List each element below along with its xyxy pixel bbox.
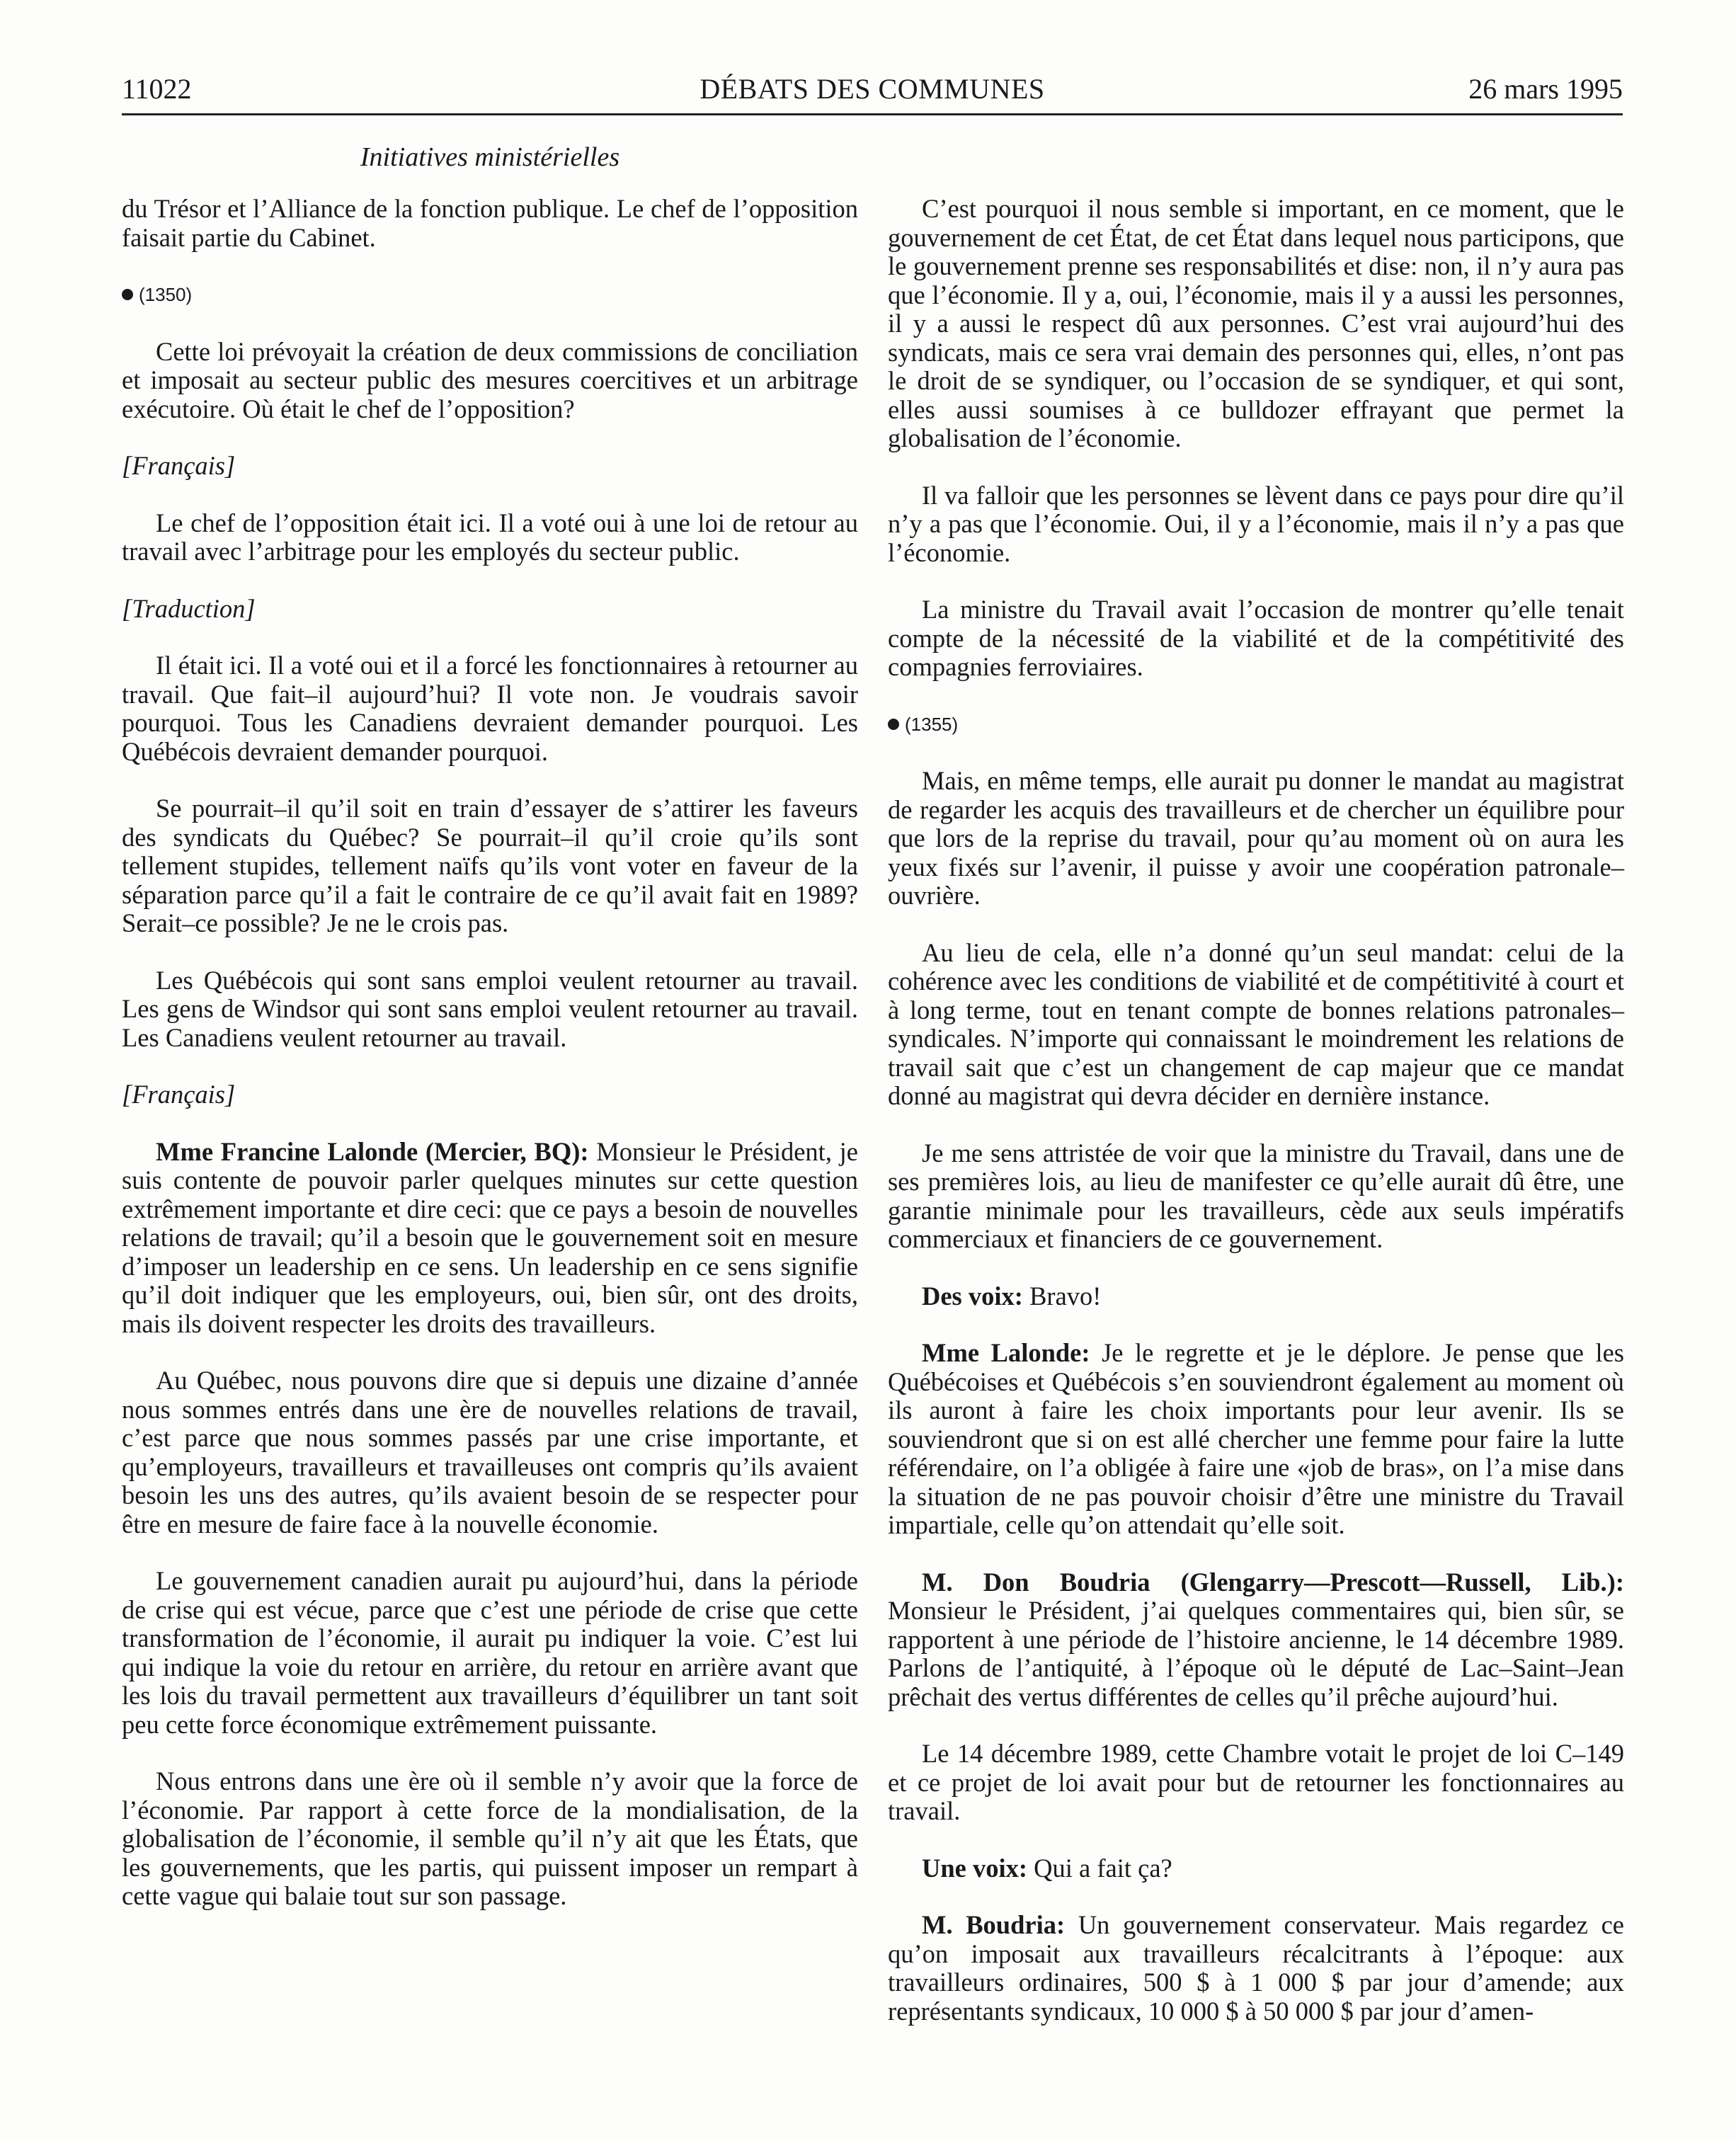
speaker-name: M. Boudria:	[922, 1910, 1066, 1939]
paragraph: Cette loi prévoyait la création de deux commissions de conciliation et imposait au secteur public des mesures coercitives et un arbitrage exécutoire. Où était le chef de l’opposition?	[122, 336, 858, 423]
speaker-name: M. Don Boudria (Glengarry—Prescott—Russell, Lib.):	[922, 1567, 1624, 1597]
language-marker: [Français]	[122, 1080, 236, 1109]
speaker-name: Mme Lalonde:	[922, 1338, 1090, 1367]
speaker-name: Mme Francine Lalonde (Mercier, BQ):	[156, 1136, 589, 1166]
speaker-name: Des voix:	[922, 1281, 1023, 1311]
timestamp-marker	[122, 280, 858, 309]
section-label: Initiatives ministérielles	[360, 142, 620, 172]
speech-text: Qui a fait ça?	[1034, 1853, 1172, 1883]
language-marker: [Français]	[122, 451, 236, 480]
paragraph: Je me sens attristée de voir que la ministre du Travail, dans une de ses premières lois, au lieu de manifester ce qu’elle aurait dû être, une garantie minimale pour les travailleurs, cède aux seuls impératifs commerciaux et financiers de ce gouvernement.	[888, 1138, 1624, 1253]
bullet-icon	[888, 719, 899, 730]
speech-paragraph	[888, 1339, 1624, 1540]
speech-paragraph	[122, 1138, 858, 1339]
publication-title: DÉBATS DES COMMUNES	[699, 73, 1045, 105]
paragraph: La ministre du Travail avait l’occasion de montrer qu’elle tenait compte de la nécessité de la viabilité et de la compétitivité des compagnies ferroviaires.	[888, 595, 1624, 681]
speech-paragraph	[888, 1282, 1624, 1311]
left-column	[122, 195, 858, 1939]
paragraph: Le 14 décembre 1989, cette Chambre votait le projet de loi C–149 et ce projet de loi avait pour but de retourner les fonctionnaires au travail.	[888, 1739, 1624, 1825]
paragraph: Mais, en même temps, elle aurait pu donner le mandat au magistrat de regarder les acquis des travailleurs et de chercher un équilibre pour que lors de la reprise du travail, pour qu’au moment où on aura les yeux fixés sur l’avenir, il puisse y avoir une coopération patronale–ouvrière.	[888, 766, 1624, 910]
timestamp: (1355)	[905, 713, 959, 735]
paragraph: du Trésor et l’Alliance de la fonction publique. Le chef de l’opposition faisait partie du Cabinet.	[122, 194, 858, 252]
page-header	[122, 64, 1623, 115]
paragraph: Se pourrait–il qu’il soit en train d’essayer de s’attirer les faveurs des syndicats du Québec? Se pourrait–il qu’il croie qu’ils sont tellement stupides, tellement naïfs qu’ils vont voter en faveur de la séparation parce qu’il a fait le contraire de ce qu’il avait fait en 1989? Serait–ce possible? Je ne le crois pas.	[122, 794, 858, 937]
speech-paragraph	[888, 1854, 1624, 1883]
timestamp-marker	[888, 710, 1624, 739]
speech-text: Je le regrette et je le déplore. Je pense que les Québécoises et Québécois s’en souviendront également au moment où ils auront à faire les choix importants pour leur avenir. Ils se souviendront que si on est allé chercher une femme pour faire la lutte référendaire, on l’a obligée à faire une «job de bras», on l’a mise dans la situation de ne pas pouvoir choisir d’être une ministre du Travail impartiale, celle qu’on attendait qu’elle soit.	[888, 1338, 1625, 1539]
paragraph: Il va falloir que les personnes se lèvent dans ce pays pour dire qu’il n’y a pas que l’économie. Oui, il y a l’économie, mais il n’y a pas que l’économie.	[888, 480, 1624, 567]
paragraph: Nous entrons dans une ère où il semble n’y avoir que la force de l’économie. Par rapport à cette force de la mondialisation, de la globalisation de l’économie, il semble qu’il n’y ait que les États, que les gouvernements, que les partis, qui puissent imposer un rempart à cette vague qui balaie tout sur son passage.	[122, 1766, 858, 1910]
speech-text: Monsieur le Président, j’ai quelques commentaires qui, bien sûr, se rapportent à une période de l’histoire ancienne, le 14 décembre 1989. Parlons de l’antiquité, à l’époque où le député de Lac–Saint–Jean prêchait des vertus différentes de celles qu’il prêche aujourd’hui.	[888, 1596, 1624, 1711]
paragraph: Le gouvernement canadien aurait pu aujourd’hui, dans la période de crise qui est vécue, parce que c’est une période de crise que cette transformation de l’économie, il aurait pu indiquer la voie. C’est lui qui indique la voie du retour en arrière, du retour en arrière avant que les lois du travail permettent aux travailleurs d’équilibrer un tant soit peu cette force économique extrêmement puissante.	[122, 1566, 858, 1739]
publication-date: 26 mars 1995	[1468, 73, 1623, 105]
page-number: 11022	[122, 73, 192, 105]
language-marker: [Traduction]	[122, 593, 256, 623]
paragraph: Il était ici. Il a voté oui et il a forcé les fonctionnaires à retourner au travail. Que fait–il aujourd’hui? Il vote non. Je voudrais savoir pourquoi. Tous les Canadiens devraient demander pourquoi. Les Québécois devraient demander pourquoi.	[122, 651, 858, 766]
paragraph: C’est pourquoi il nous semble si important, en ce moment, que le gouvernement de cet État, de cet État dans lequel nous participons, que le gouvernement prenne ses responsabilités et dise: non, il n’y aura pas que l’économie. Il y a, oui, l’économie, mais il y a aussi les personnes, il y a aussi le respect dû aux personnes. C’est vrai aujourd’hui des syndicats, mais ce sera vrai demain des personnes qui, elles, n’ont pas le droit de se syndiquer, ou l’occasion de se syndiquer, et qui sont, elles aussi soumises à ce bulldozer effrayant que permet la globalisation de l’économie.	[888, 194, 1624, 452]
paragraph: Les Québécois qui sont sans emploi veulent retourner au travail. Les gens de Windsor qui sont sans emploi veulent retourner au travail. Les Canadiens veulent retourner au travail.	[122, 965, 858, 1052]
timestamp: (1350)	[139, 284, 193, 305]
paragraph: Le chef de l’opposition était ici. Il a voté oui à une loi de retour au travail avec l’arbitrage pour les employés du secteur public.	[122, 508, 858, 566]
speech-paragraph	[888, 1568, 1624, 1712]
right-column	[888, 195, 1624, 2054]
paragraph: Au Québec, nous pouvons dire que si depuis une dizaine d’année nous sommes entrés dans une ère de nouvelles relations de travail, c’est parce que nous sommes passés par une crise importante, et qu’employeurs, travailleurs et travailleuses ont compris qu’ils avaient besoin les uns des autres, qu’ils avaient besoin de se respecter pour être en mesure de faire face à la nouvelle économie.	[122, 1366, 858, 1538]
speaker-name: Une voix:	[922, 1853, 1028, 1883]
speech-text: Bravo!	[1029, 1281, 1102, 1311]
bullet-icon	[122, 289, 133, 300]
speech-paragraph	[888, 1911, 1624, 2026]
speech-text: Un gouvernement conservateur. Mais regardez ce qu’on imposait aux travailleurs récalcitrants à l’époque: aux travailleurs ordinaires, 500 $ à 1 000 $ par jour d’amende; aux représentants syndicaux, 10 000 $ à 50 000 $ par jour d’amen-	[888, 1910, 1624, 2026]
speech-text: Monsieur le Président, je suis contente de pouvoir parler quelques minutes sur cette question extrêmement importante et dire ceci: que ce pays a besoin de nouvelles relations de travail; qu’il a besoin que le gouvernement soit en mesure d’imposer un leadership en ce sens. Un leadership en ce sens signifie qu’il doit indiquer que les employeurs, oui, bien sûr, ont des droits, mais ils doivent respecter les droits des travailleurs.	[122, 1136, 859, 1338]
paragraph: Au lieu de cela, elle n’a donné qu’un seul mandat: celui de la cohérence avec les conditions de viabilité et de compétitivité à court et à long terme, tout en tenant compte de bonnes relations patronales–syndicales. N’importe qui connaissant le moindrement les relations de travail sait que c’est un changement de cap majeur que ce mandat donné au magistrat qui devra décider en dernière instance.	[888, 937, 1624, 1110]
